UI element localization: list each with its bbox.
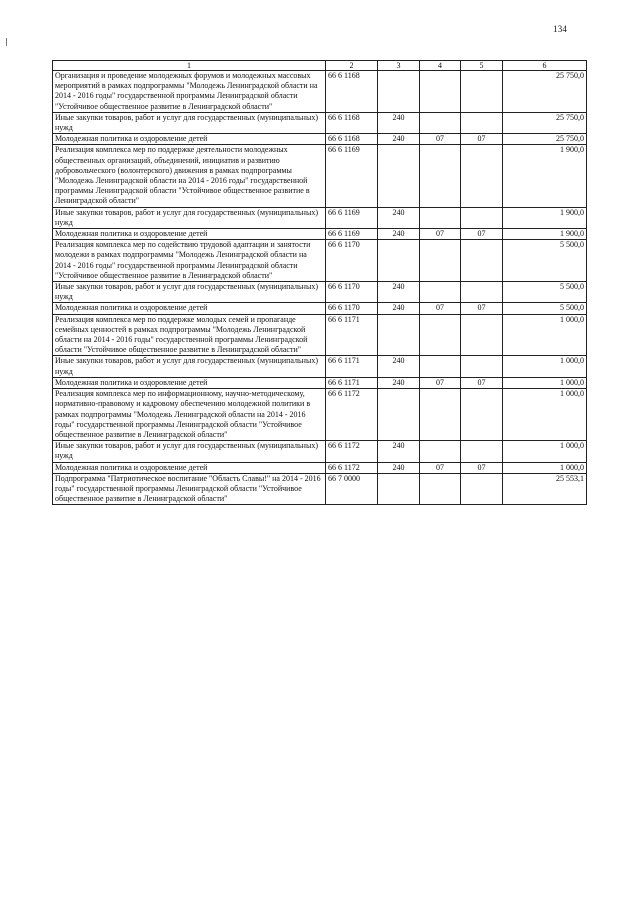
row-code-cell: 66 6 1172 xyxy=(326,462,378,473)
row-expense-type-cell: 240 xyxy=(378,356,420,377)
row-name-cell: Иные закупки товаров, работ и услуг для государственных (муниципальных) нужд xyxy=(53,207,326,228)
row-expense-type-cell xyxy=(378,71,420,113)
row-section-cell xyxy=(420,356,461,377)
row-subsection-cell: 07 xyxy=(461,229,503,240)
row-subsection-cell xyxy=(461,441,503,462)
table-row xyxy=(53,240,587,282)
row-code-cell: 66 6 1169 xyxy=(326,229,378,240)
row-sum-cell: 1 000,0 xyxy=(503,441,587,462)
table-row xyxy=(53,389,587,441)
row-expense-type-cell: 240 xyxy=(378,134,420,145)
row-name-cell: Реализация комплекса мер по содействию трудовой адаптации и занятости молодежи в рамках подпрограммы "Молодежь Ленинградской области на 2014 - 2016 годы" государственной программы Ленинградской области "Устойчивое общественное развитие в Ленинградской области" xyxy=(53,240,326,282)
row-subsection-cell xyxy=(461,282,503,303)
row-name-cell: Иные закупки товаров, работ и услуг для государственных (муниципальных) нужд xyxy=(53,356,326,377)
header-cell-3: 3 xyxy=(378,61,420,71)
row-sum-cell: 5 500,0 xyxy=(503,303,587,314)
row-name-cell: Организация и проведение молодежных форумов и молодежных массовых мероприятий в рамках подпрограммы "Молодежь Ленинградской области на 2014 - 2016 годы" государственной программы Ленинградской области "Устойчивое общественное развитие в Ленинградской области" xyxy=(53,71,326,113)
row-name-cell: Молодежная политика и оздоровление детей xyxy=(53,229,326,240)
row-section-cell xyxy=(420,240,461,282)
row-section-cell xyxy=(420,314,461,356)
row-code-cell: 66 6 1169 xyxy=(326,145,378,207)
row-sum-cell: 5 500,0 xyxy=(503,282,587,303)
row-code-cell: 66 6 1168 xyxy=(326,134,378,145)
row-subsection-cell xyxy=(461,356,503,377)
table-row xyxy=(53,145,587,207)
row-section-cell xyxy=(420,207,461,228)
header-cell-5: 5 xyxy=(461,61,503,71)
row-name-cell: Подпрограмма "Патриотическое воспитание "Область Славы!" на 2014 - 2016 годы" государственной программы Ленинградской области "Устойчивое общественное развитие в Ленинградской области" xyxy=(53,473,326,505)
row-section-cell xyxy=(420,112,461,133)
row-name-cell: Иные закупки товаров, работ и услуг для государственных (муниципальных) нужд xyxy=(53,112,326,133)
page-number: 134 xyxy=(553,24,568,34)
table-row xyxy=(53,207,587,228)
row-expense-type-cell xyxy=(378,473,420,505)
row-expense-type-cell: 240 xyxy=(378,112,420,133)
row-section-cell: 07 xyxy=(420,134,461,145)
row-subsection-cell xyxy=(461,112,503,133)
row-sum-cell: 1 900,0 xyxy=(503,229,587,240)
row-code-cell: 66 6 1168 xyxy=(326,112,378,133)
row-expense-type-cell: 240 xyxy=(378,282,420,303)
margin-mark xyxy=(6,38,9,46)
row-subsection-cell xyxy=(461,389,503,441)
row-expense-type-cell xyxy=(378,314,420,356)
row-section-cell: 07 xyxy=(420,462,461,473)
row-expense-type-cell: 240 xyxy=(378,229,420,240)
header-cell-2: 2 xyxy=(326,61,378,71)
header-cell-1: 1 xyxy=(53,61,326,71)
row-name-cell: Иные закупки товаров, работ и услуг для государственных (муниципальных) нужд xyxy=(53,282,326,303)
row-expense-type-cell: 240 xyxy=(378,441,420,462)
row-name-cell: Реализация комплекса мер по поддержке деятельности молодежных общественных организаций, объединений, инициатив и развитию добровольческого (волонтерского) движения в рамках подпрограммы "Молодежь Ленинградской области на 2014 - 2016 годы" государственной программы Ленинградской области "Устойчивое общественное развитие в Ленинградской области" xyxy=(53,145,326,207)
table-row xyxy=(53,314,587,356)
row-expense-type-cell xyxy=(378,389,420,441)
row-sum-cell: 1 000,0 xyxy=(503,356,587,377)
row-section-cell: 07 xyxy=(420,229,461,240)
row-subsection-cell xyxy=(461,145,503,207)
table-row xyxy=(53,441,587,462)
row-sum-cell: 1 000,0 xyxy=(503,389,587,441)
row-sum-cell: 25 553,1 xyxy=(503,473,587,505)
row-sum-cell: 1 900,0 xyxy=(503,207,587,228)
row-subsection-cell xyxy=(461,207,503,228)
row-sum-cell: 25 750,0 xyxy=(503,134,587,145)
row-section-cell xyxy=(420,389,461,441)
row-sum-cell: 25 750,0 xyxy=(503,71,587,113)
row-name-cell: Молодежная политика и оздоровление детей xyxy=(53,377,326,388)
row-expense-type-cell: 240 xyxy=(378,462,420,473)
row-subsection-cell: 07 xyxy=(461,303,503,314)
row-code-cell: 66 6 1171 xyxy=(326,356,378,377)
row-sum-cell: 1 000,0 xyxy=(503,314,587,356)
row-name-cell: Реализация комплекса мер по информационному, научно-методическому, нормативно-правовому и кадровому обеспечению молодежной политики в рамках подпрограммы "Молодежь Ленинградской области на 2014 - 2016 годы" государственной программы Ленинградской области "Устойчивое общественное развитие в Ленинградской области" xyxy=(53,389,326,441)
row-code-cell: 66 6 1172 xyxy=(326,389,378,441)
table-row xyxy=(53,112,587,133)
row-subsection-cell xyxy=(461,71,503,113)
row-name-cell: Реализация комплекса мер по поддержке молодых семей и пропаганде семейных ценностей в рамках подпрограммы "Молодежь Ленинградской области на 2014 - 2016 годы" государственной программы Ленинградской области "Устойчивое общественное развитие в Ленинградской области" xyxy=(53,314,326,356)
row-subsection-cell: 07 xyxy=(461,377,503,388)
row-sum-cell: 1 900,0 xyxy=(503,145,587,207)
row-expense-type-cell: 240 xyxy=(378,303,420,314)
row-expense-type-cell xyxy=(378,145,420,207)
row-subsection-cell xyxy=(461,473,503,505)
row-section-cell: 07 xyxy=(420,303,461,314)
header-row xyxy=(53,61,587,71)
table-row xyxy=(53,356,587,377)
table-row xyxy=(53,377,587,388)
row-code-cell: 66 6 1171 xyxy=(326,377,378,388)
row-section-cell: 07 xyxy=(420,377,461,388)
row-name-cell: Молодежная политика и оздоровление детей xyxy=(53,134,326,145)
table-row xyxy=(53,71,587,113)
row-name-cell: Иные закупки товаров, работ и услуг для государственных (муниципальных) нужд xyxy=(53,441,326,462)
row-subsection-cell xyxy=(461,240,503,282)
header-cell-4: 4 xyxy=(420,61,461,71)
row-code-cell: 66 6 1170 xyxy=(326,303,378,314)
row-sum-cell: 1 000,0 xyxy=(503,377,587,388)
budget-table xyxy=(52,60,587,505)
row-code-cell: 66 6 1171 xyxy=(326,314,378,356)
row-sum-cell: 1 000,0 xyxy=(503,462,587,473)
row-subsection-cell: 07 xyxy=(461,462,503,473)
row-code-cell: 66 6 1172 xyxy=(326,441,378,462)
row-sum-cell: 5 500,0 xyxy=(503,240,587,282)
header-cell-6: 6 xyxy=(503,61,587,71)
row-name-cell: Молодежная политика и оздоровление детей xyxy=(53,462,326,473)
row-code-cell: 66 6 1170 xyxy=(326,282,378,303)
row-code-cell: 66 6 1168 xyxy=(326,71,378,113)
table-row xyxy=(53,229,587,240)
row-expense-type-cell: 240 xyxy=(378,377,420,388)
table-row xyxy=(53,134,587,145)
table-row xyxy=(53,462,587,473)
row-subsection-cell xyxy=(461,314,503,356)
table-row xyxy=(53,282,587,303)
row-section-cell xyxy=(420,71,461,113)
row-expense-type-cell: 240 xyxy=(378,207,420,228)
row-section-cell xyxy=(420,282,461,303)
row-expense-type-cell xyxy=(378,240,420,282)
table-row xyxy=(53,303,587,314)
table-row xyxy=(53,473,587,505)
row-section-cell xyxy=(420,441,461,462)
row-code-cell: 66 7 0000 xyxy=(326,473,378,505)
row-sum-cell: 25 750,0 xyxy=(503,112,587,133)
row-section-cell xyxy=(420,145,461,207)
row-code-cell: 66 6 1169 xyxy=(326,207,378,228)
row-subsection-cell: 07 xyxy=(461,134,503,145)
row-section-cell xyxy=(420,473,461,505)
row-name-cell: Молодежная политика и оздоровление детей xyxy=(53,303,326,314)
row-code-cell: 66 6 1170 xyxy=(326,240,378,282)
